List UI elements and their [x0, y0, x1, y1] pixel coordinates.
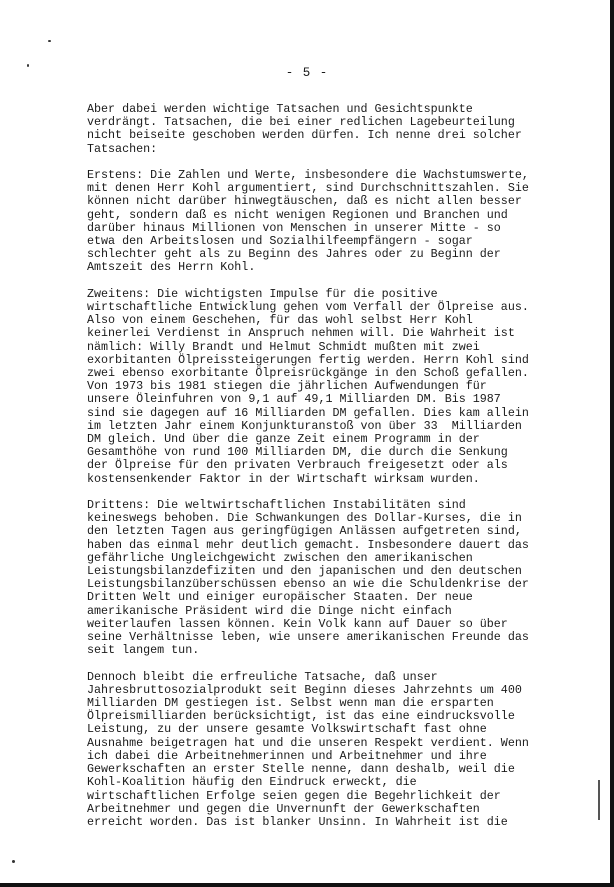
paragraph-erstens: Erstens: Die Zahlen und Werte, insbesondere die Wachstumswerte, mit denen Herr Kohl argumentiert, sind Durchschnittszahlen. Sie können nicht darüber hinwegtäuschen, daß es nicht allen besser geht, sondern daß es nicht wenigen Regionen und Branchen und darüber hinaus Millionen von Menschen in unserer Mitte - so etwa den Arbeitslosen und Sozialhilfeempfängern - sogar schlechter geht als zu Beginn des Jahres oder zu Beginn der Amtszeit des Herrn Kohl.: [87, 168, 529, 275]
scan-speck: [12, 860, 15, 863]
paragraph-zweitens: Zweitens: Die wichtigsten Impulse für die positive wirtschaftliche Entwicklung gehen vom Verfall der Ölpreise aus. Also von einem Geschehen, für das wohl selbst Herr Kohl keinerlei Verdienst in Anspruch nehmen will. Die Wahrheit ist nämlich: Willy Brandt und Helmut Schmidt mußten mit zwei exorbitanten Ölpreissteigerungen fertig werden. Herrn Kohl sind zwei ebenso exorbitante Ölpreisrückgänge in den Schoß gefallen. Von 1973 bis 1981 stiegen die jährlichen Aufwendungen für unsere Öleinfuhren von 9,1 auf 49,1 Milliarden DM. Bis 1987 sind sie dagegen auf 16 Milliarden DM gefallen. Dies kam allein im letzten Jahr einem Konjunkturanstoß von über 33 Milliarden DM gleich. Und über die ganze Zeit einem Programm in der Gesamthöhe von rund 100 Milliarden DM, die durch die Senkung der Ölpreise für den privaten Verbrauch freigesetzt oder als kostensenkender Faktor in der Wirtschaft wirksam wurden.: [87, 286, 529, 486]
scan-speck: [48, 40, 51, 42]
scan-edge-mark: [598, 780, 600, 820]
document-body: [87, 103, 557, 842]
paragraph-drittens: Drittens: Die weltwirtschaftlichen Instabilitäten sind keineswegs behoben. Die Schwankungen des Dollar-Kurses, die in den letzten Tagen aus geringfügigen Anlässen aufgetreten sind, haben das einmal mehr deutlich gemacht. Insbesondere dauert das gefährliche Ungleichgewicht zwischen den amerikanischen Leistungsbilanzdefiziten und den japanischen und den deutschen Leistungsbilanzüberschüssen ebenso an wie die Schuldenkrise der Dritten Welt und einiger europäischer Staaten. Der neue amerikanische Präsident wird die Dinge nicht einfach weiterlaufen lassen können. Kein Volk kann auf Dauer so über seine Verhältnisse leben, wie unsere amerikanischen Freunde das seit langem tun.: [87, 498, 529, 658]
page-number: - 5 -: [285, 66, 329, 80]
paragraph-dennoch: Dennoch bleibt die erfreuliche Tatsache, daß unser Jahresbruttosozialprodukt seit Beginn dieses Jahrzehnts um 400 Milliarden DM gestiegen ist. Selbst wenn man die ersparten Ölpreismilliarden berücksichtigt, ist das eine eindrucksvolle Leistung, zu der unsere gesamte Volkswirtschaft fast ohne Ausnahme beigetragen hat und die unseren Respekt verdient. Wenn ich dabei die Arbeitnehmerinnen und Arbeitnehmer und ihre Gewerkschaften an erster Stelle nenne, dann deshalb, weil die Kohl-Koalition häufig den Eindruck erweckt, die wirtschaftlichen Erfolge seien gegen die Begehrlichkeit der Arbeitnehmer und gegen die Unvernunft der Gewerkschaften erreicht worden. Das ist blanker Unsinn. In Wahrheit ist die: [87, 669, 529, 829]
paragraph-intro: Aber dabei werden wichtige Tatsachen und Gesichtspunkte verdrängt. Tatsachen, die bei einer redlichen Lagebeurteilung nicht beiseite geschoben werden dürfen. Ich nenne drei solcher Tatsachen:: [87, 102, 522, 156]
